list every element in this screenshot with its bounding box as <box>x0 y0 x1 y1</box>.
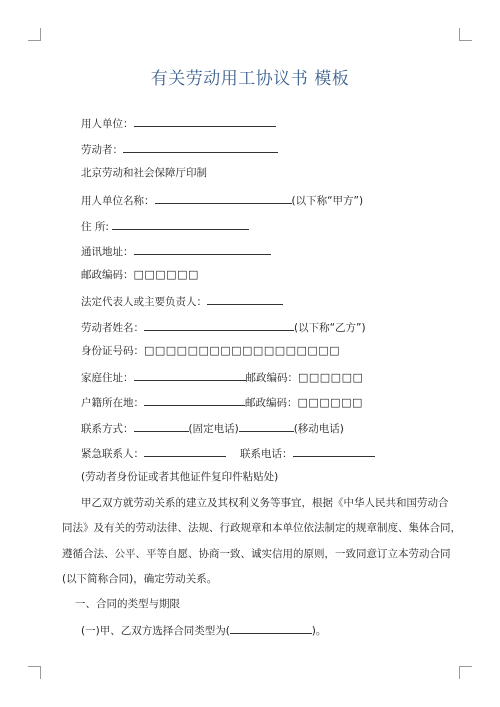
postal-code-line <box>81 268 199 282</box>
mailing-address-blank[interactable] <box>134 243 271 255</box>
employer-name-blank[interactable] <box>155 192 292 204</box>
postal-code-boxes[interactable]: □□□□□□ <box>133 268 199 281</box>
contract-type-blank[interactable] <box>230 622 312 634</box>
crop-mark-top-left <box>28 28 41 41</box>
document-title: 有关劳动用工协议书 模板 <box>150 69 350 89</box>
mailing-address-line <box>81 243 271 259</box>
postal-code-label: 邮政编码： <box>81 269 134 281</box>
id-copy-note: (劳动者身份证或者其他证件复印件粘贴处) <box>81 471 279 483</box>
printed-by-line: 北京劳动和社会保障厅印制 <box>81 167 207 179</box>
worker-label: 劳动者： <box>81 144 123 156</box>
mailing-address-label: 通讯地址： <box>81 246 134 258</box>
legal-rep-blank[interactable] <box>207 293 283 305</box>
section-1-heading: 一、合同的类型与期限 <box>75 598 180 610</box>
household-postal-label: 邮政编码： <box>245 397 298 409</box>
address-blank[interactable] <box>112 218 249 230</box>
home-address-label: 家庭住址： <box>81 372 134 384</box>
id-number-label: 身份证号码： <box>81 345 144 357</box>
party-a-note: (以下称“甲方”) <box>291 195 364 207</box>
contact-line <box>81 420 344 436</box>
paragraph-1-line-4: (以下简称合同)，确定劳动关系。 <box>62 573 218 585</box>
paragraph-1-line-1: 甲乙双方就劳动关系的建立及其权利义务等事宜，根据《中华人民共和国劳动合 <box>81 497 449 509</box>
household-line <box>81 394 363 410</box>
worker-line <box>81 141 278 157</box>
mobile-note: (移动电话) <box>293 423 344 435</box>
contact-phone-blank[interactable] <box>293 445 375 457</box>
item-1-prefix: (一)甲、乙双方选择合同类型为( <box>81 625 230 637</box>
paragraph-1-line-2: 同法》及有关的劳动法律、法规、行政规章和本单位依法制定的规章制度、集体合同， <box>62 522 461 534</box>
id-number-line <box>81 344 340 358</box>
employer-name-line <box>81 192 363 208</box>
home-postal-boxes[interactable]: □□□□□□ <box>298 371 364 384</box>
id-number-boxes[interactable]: □□□□□□□□□□□□□□□□□□ <box>144 344 341 357</box>
worker-blank[interactable] <box>123 141 278 153</box>
worker-name-line <box>81 319 366 335</box>
item-1-suffix: )。 <box>311 625 327 637</box>
legal-rep-line <box>81 293 283 309</box>
legal-rep-label: 法定代表人或主要负责人： <box>81 296 207 308</box>
employer-unit-blank[interactable] <box>134 115 276 127</box>
paragraph-1-line-3: 遵循合法、公平、平等自愿、协商一致、诚实信用的原则，一致同意订立本劳动合同 <box>62 548 451 560</box>
worker-name-label: 劳动者姓名： <box>81 322 144 334</box>
employer-unit-label: 用人单位： <box>81 118 134 130</box>
household-blank[interactable] <box>144 394 245 406</box>
address-label: 住 所: <box>81 221 109 233</box>
crop-mark-bottom-right <box>459 666 472 679</box>
party-b-note: (以下称“乙方”) <box>294 322 366 334</box>
mobile-blank[interactable] <box>239 420 294 432</box>
landline-note: (固定电话) <box>188 423 239 435</box>
household-postal-boxes[interactable]: □□□□□□ <box>297 396 363 409</box>
emergency-contact-label: 紧急联系人： <box>81 448 144 460</box>
home-address-blank[interactable] <box>134 369 246 381</box>
worker-name-blank[interactable] <box>144 319 294 331</box>
employer-name-label: 用人单位名称： <box>81 195 155 207</box>
emergency-line <box>81 445 375 461</box>
crop-mark-top-right <box>459 28 472 41</box>
emergency-contact-blank[interactable] <box>144 445 226 457</box>
household-label: 户籍所在地： <box>81 397 144 409</box>
crop-mark-bottom-left <box>28 666 41 679</box>
landline-blank[interactable] <box>134 420 189 432</box>
employer-unit-line <box>81 115 276 131</box>
contact-phone-label: 联系电话： <box>240 448 293 460</box>
item-1-line <box>81 622 326 638</box>
address-line <box>81 218 249 234</box>
home-postal-label: 邮政编码： <box>245 372 298 384</box>
contact-label: 联系方式： <box>81 423 134 435</box>
home-address-line <box>81 369 363 385</box>
